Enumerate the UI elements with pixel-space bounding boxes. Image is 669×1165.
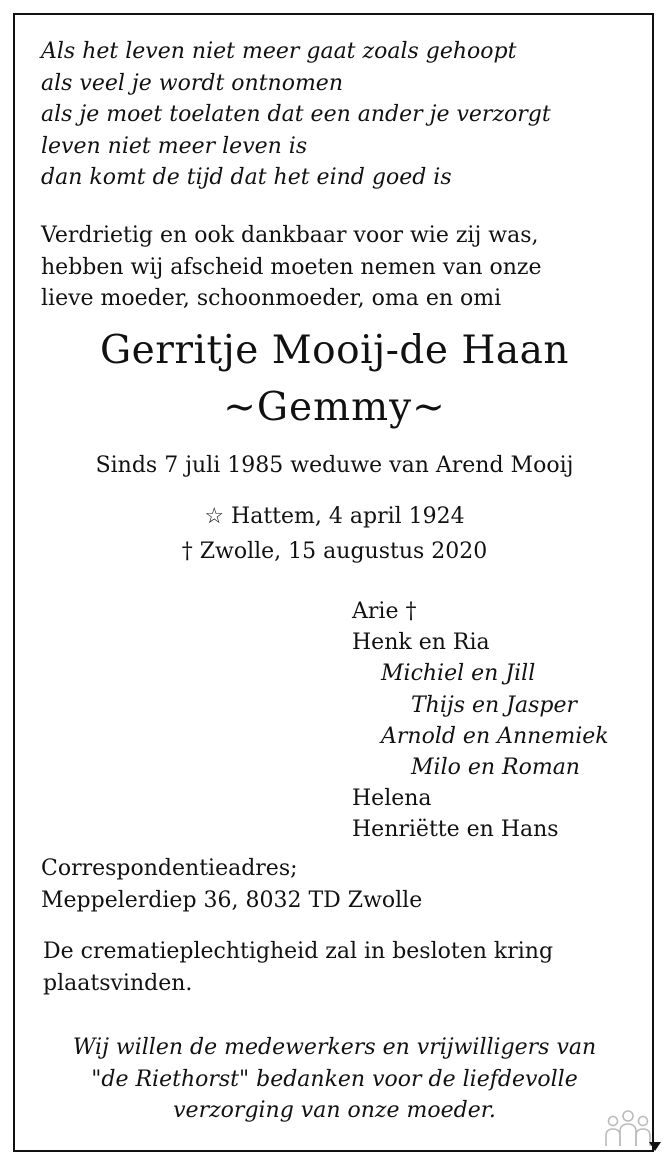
birth-line: ☆ Hattem, 4 april 1924 bbox=[204, 504, 465, 529]
widow-line: Sinds 7 juli 1985 weduwe van Arend Mooij bbox=[95, 453, 574, 478]
intro-line: Verdrietig en ook dankbaar voor wie zij was, bbox=[41, 223, 539, 248]
family-member: Milo en Roman bbox=[411, 755, 580, 781]
thanks-line: Wij willen de medewerkers en vrijwilligers van bbox=[72, 1035, 597, 1060]
correspondence-address bbox=[41, 853, 422, 916]
address-line: Meppelerdiep 36, 8032 TD Zwolle bbox=[41, 887, 423, 913]
address-label: Correspondentieadres; bbox=[41, 856, 298, 881]
poem-line: dan komt de tijd dat het eind goed is bbox=[41, 165, 452, 190]
family-list bbox=[352, 596, 609, 846]
family-member: Arie † bbox=[352, 599, 417, 624]
cremation-line: plaatsvinden. bbox=[43, 970, 193, 996]
family-member: Henk en Ria bbox=[352, 630, 490, 656]
cremation-notice bbox=[43, 936, 553, 999]
down-arrow-icon[interactable] bbox=[647, 1138, 663, 1154]
cremation-line: De crematieplechtigheid zal in besloten kring bbox=[43, 939, 554, 964]
poem-line: als veel je wordt ontnomen bbox=[41, 70, 343, 96]
intro-line: lieve moeder, schoonmoeder, oma en omi bbox=[41, 286, 502, 311]
deceased-name: Gerritje Mooij-de Haan bbox=[100, 328, 569, 373]
deceased-nickname: ~Gemmy~ bbox=[223, 385, 446, 430]
poem-line: als je moet toelaten dat een ander je verzorgt bbox=[41, 102, 551, 127]
poem-line: Als het leven niet meer gaat zoals gehoopt bbox=[41, 39, 517, 64]
poem-line: leven niet meer leven is bbox=[41, 133, 308, 159]
intro-text bbox=[41, 220, 542, 315]
family-group-icon bbox=[604, 1108, 652, 1152]
family-member: Michiel en Jill bbox=[381, 661, 536, 687]
poem bbox=[41, 36, 551, 194]
family-member: Thijs en Jasper bbox=[411, 692, 578, 718]
family-member: Henriëtte en Hans bbox=[352, 817, 559, 843]
family-member: Arnold en Annemiek bbox=[381, 723, 609, 749]
intro-line: hebben wij afscheid moeten nemen van onze bbox=[41, 254, 542, 280]
death-line: † Zwolle, 15 augustus 2020 bbox=[181, 539, 488, 564]
family-member: Helena bbox=[352, 786, 432, 812]
thanks-note bbox=[0, 1032, 669, 1127]
thanks-line: "de Riethorst" bedanken voor de liefdevolle bbox=[91, 1066, 578, 1092]
thanks-line: verzorging van onze moeder. bbox=[173, 1098, 496, 1123]
